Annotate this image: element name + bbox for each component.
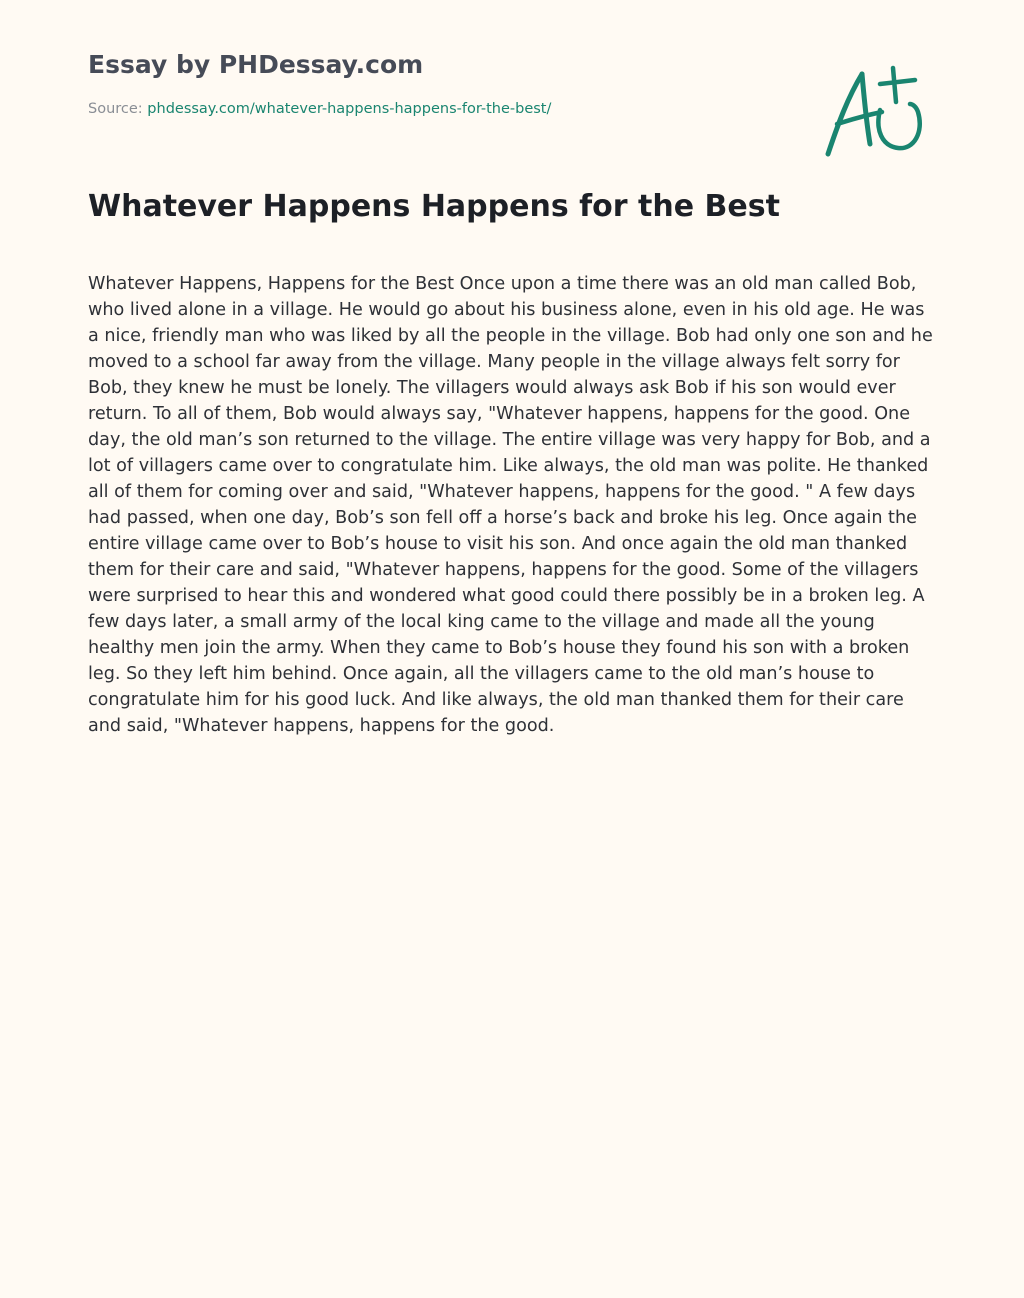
a-plus-grade-icon xyxy=(820,62,930,162)
source-label: Source: xyxy=(88,101,148,117)
source-link[interactable]: phdessay.com/whatever-happens-happens-for-the-best/ xyxy=(147,101,552,117)
site-brand: Essay by PHDessay.com xyxy=(88,50,424,79)
essay-title: Whatever Happens Happens for the Best xyxy=(88,189,780,224)
essay-body: Whatever Happens, Happens for the Best Once upon a time there was an old man called Bob, who lived alone in a village. He would go about his business alone, even in his old age. He was a nice, friendly man who was liked by all the people in the village. Bob had only one son and he moved to a school far away from the village. Many people in the village always felt sorry for Bob, they knew he must be lonely. The villagers would always ask Bob if his son would ever return. To all of them, Bob would always say, "Whatever happens, happens for the good. One day, the old man’s son returned to the village. The entire village was very happy for Bob, and a lot of villagers came over to congratulate him. Like always, the old man was polite. He thanked all of them for coming over and said, "Whatever happens, happens for the good. " A few days had passed, when one day, Bob’s son fell off a horse’s back and broke his leg. Once again the entire village came over to Bob’s house to visit his son. And once again the old man thanked them for their care and said, "Whatever happens, happens for the good. Some of the villagers were surprised to hear this and wondered what good could there possibly be in a broken leg. A few days later, a small army of the local king came to the village and made all the young healthy men join the army. When they came to Bob’s house they found his son with a broken leg. So they left him behind. Once again, all the villagers came to the old man’s house to congratulate him for his good luck. And like always, the old man thanked them for their care and said, "Whatever happens, happens for the good. xyxy=(88,274,933,736)
source-line xyxy=(88,101,551,117)
